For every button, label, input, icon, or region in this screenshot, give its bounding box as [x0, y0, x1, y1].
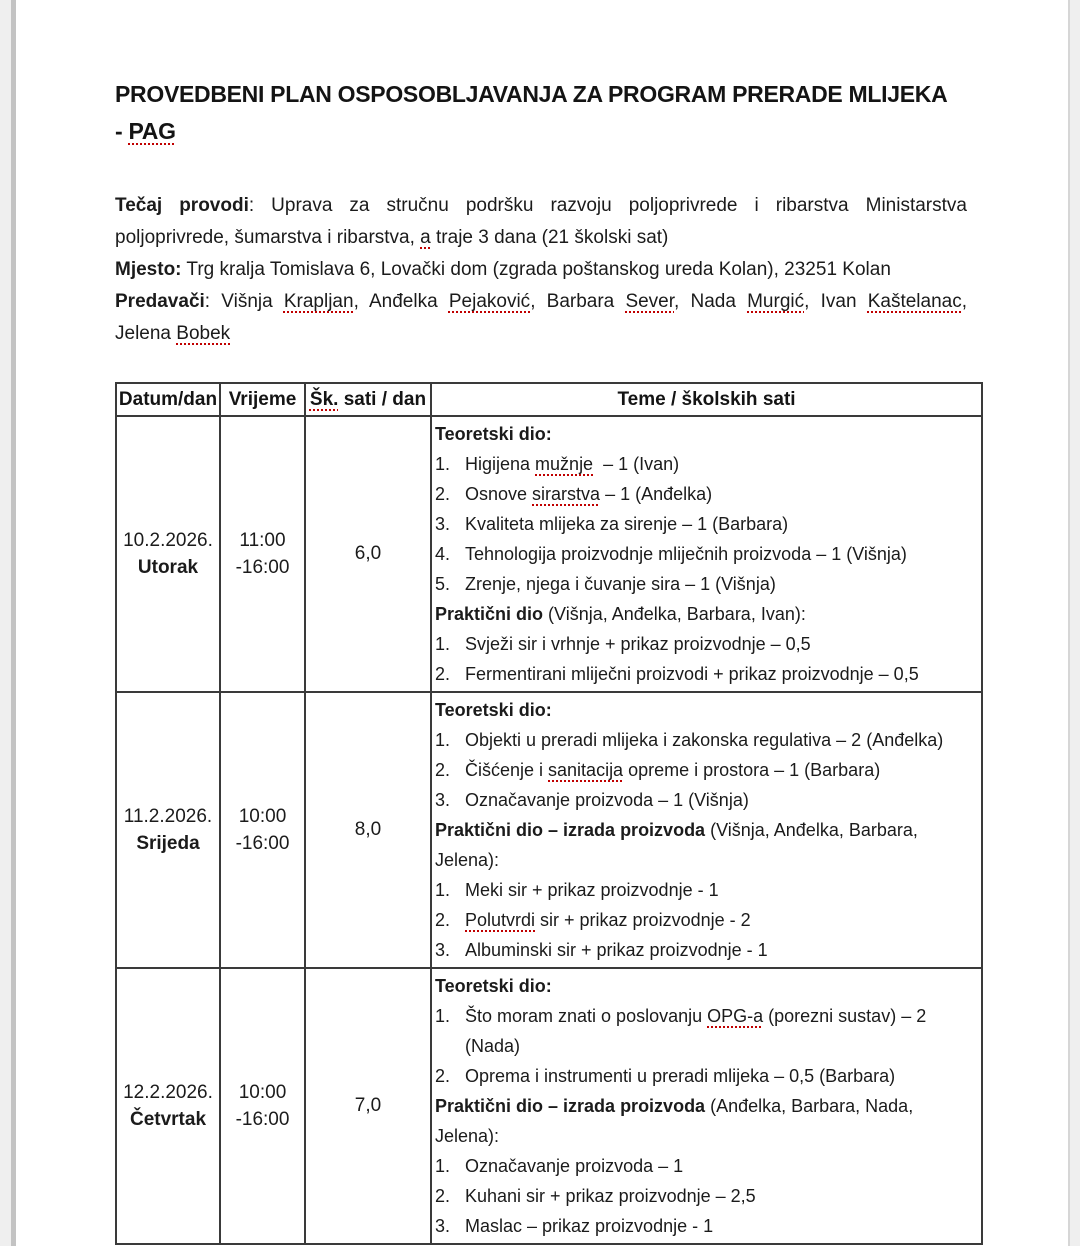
spellcheck-word: Murgić: [747, 291, 805, 312]
cell-time: [220, 416, 305, 692]
text-segment: , Anđelka: [353, 291, 449, 312]
text-segment: Objekti u preradi mlijeka i zakonska regulativa – 2 (Anđelka): [465, 730, 944, 750]
spellcheck-word: PAG: [128, 118, 176, 144]
text-segment: Što moram znati o poslovanju: [465, 1006, 708, 1026]
topic-item: [435, 1151, 978, 1181]
text-segment: , Jelena: [115, 291, 967, 344]
spellcheck-word: OPG-a: [707, 1006, 764, 1026]
topic-item: [435, 569, 978, 599]
text-segment: (Višnja, Anđelka, Barbara, Ivan):: [543, 604, 806, 624]
text-segment: opreme i prostora – 1 (Barbara): [623, 760, 881, 780]
item-number: 1.: [435, 454, 451, 474]
item-number: 2.: [435, 760, 451, 780]
spellcheck-word: Krapljan: [283, 291, 354, 312]
table-row: [116, 968, 982, 1244]
topic-heading: [435, 815, 978, 875]
text-segment: Oprema i instrumenti u preradi mlijeka – 0,5 (Barbara): [465, 1066, 896, 1086]
date-value: 10.2.2026.: [123, 530, 213, 551]
text-segment: Označavanje proizvoda – 1 (Višnja): [465, 790, 749, 810]
topic-heading: [435, 971, 978, 1001]
column-header-time: [220, 383, 305, 416]
text-segment: , Ivan: [804, 291, 868, 312]
item-number: 1.: [435, 880, 451, 900]
table-row: [116, 692, 982, 968]
item-number: 3.: [435, 1216, 451, 1236]
text-segment: Meki sir + prikaz proizvodnje - 1: [465, 880, 719, 900]
topic-item: [435, 875, 978, 905]
text-segment: Praktični dio – izrada proizvoda: [435, 1096, 706, 1116]
spellcheck-word: a: [420, 227, 431, 248]
topic-item: [435, 905, 978, 935]
topic-heading: [435, 599, 978, 629]
document-page: [16, 0, 1068, 1246]
spellcheck-word: Polutvrdi: [465, 910, 536, 930]
time-value: -16:00: [235, 557, 290, 578]
cell-date: [116, 692, 220, 968]
schedule-table-body: [116, 416, 982, 1244]
table-header-row: [116, 383, 982, 416]
date-value: 12.2.2026.: [123, 1082, 213, 1103]
cell-school-hours: 6,0: [305, 416, 431, 692]
item-number: 2.: [435, 1186, 451, 1206]
topic-item: [435, 629, 978, 659]
item-number: 4.: [435, 544, 451, 564]
text-segment: Svježi sir i vrhnje + prikaz proizvodnje – 0,5: [465, 634, 811, 654]
time-value: -16:00: [235, 1109, 290, 1130]
topic-item: [435, 1061, 978, 1091]
time-value: -16:00: [235, 833, 290, 854]
spellcheck-word: Šk.: [309, 389, 339, 410]
spellcheck-word: Bobek: [176, 323, 231, 344]
text-segment: Praktični dio – izrada proizvoda: [435, 820, 706, 840]
document-content: [115, 0, 967, 1245]
item-number: 1.: [435, 634, 451, 654]
item-number: 1.: [435, 1156, 451, 1176]
text-segment: Vrijeme: [228, 389, 297, 410]
topic-item: [435, 659, 978, 689]
topic-heading: [435, 695, 978, 725]
topic-item: [435, 1211, 978, 1241]
cell-time: [220, 968, 305, 1244]
text-segment: Higijena: [465, 454, 536, 474]
text-segment: Tečaj provodi: [115, 195, 249, 216]
schedule-table: [115, 382, 983, 1245]
spellcheck-word: Sever: [625, 291, 675, 312]
text-segment: Teoretski dio:: [435, 976, 552, 996]
text-segment: (porezni sustav) – 2 (Nada): [465, 1006, 927, 1056]
text-segment: Trg kralja Tomislava 6, Lovački dom (zgrada poštanskog ureda Kolan), 23251 Kolan: [181, 259, 891, 280]
item-number: 1.: [435, 730, 451, 750]
spellcheck-word: Pejaković: [448, 291, 531, 312]
spellcheck-word: sanitacija: [548, 760, 624, 780]
intro-section: [115, 190, 967, 350]
time-value: 11:00: [239, 530, 286, 551]
cell-date: [116, 416, 220, 692]
topic-item: [435, 539, 978, 569]
spellcheck-word: Kaštelanac: [867, 291, 962, 312]
cell-school-hours: 7,0: [305, 968, 431, 1244]
item-number: 2.: [435, 664, 451, 684]
day-name: Utorak: [137, 557, 199, 578]
text-segment: Predavači: [115, 291, 205, 312]
text-segment: Praktični dio: [435, 604, 544, 624]
item-number: 2.: [435, 1066, 451, 1086]
text-segment: traje 3 dana (21 školski sat): [430, 227, 669, 248]
text-segment: Kuhani sir + prikaz proizvodnje – 2,5: [465, 1186, 756, 1206]
date-value: 11.2.2026.: [123, 806, 213, 827]
day-name: Četvrtak: [129, 1109, 207, 1130]
item-number: 1.: [435, 1006, 451, 1026]
item-number: 3.: [435, 940, 451, 960]
text-segment: : Višnja: [204, 291, 284, 312]
topic-item: [435, 725, 978, 755]
text-segment: Albuminski sir + prikaz proizvodnje - 1: [465, 940, 768, 960]
cell-school-hours: 8,0: [305, 692, 431, 968]
text-segment: Kvaliteta mlijeka za sirenje – 1 (Barbara): [465, 514, 789, 534]
text-segment: Označavanje proizvoda – 1: [465, 1156, 684, 1176]
cell-topics: [431, 968, 982, 1244]
text-segment: , Nada: [674, 291, 748, 312]
item-number: 2.: [435, 910, 451, 930]
text-segment: – 1 (Ivan): [593, 454, 680, 474]
topic-item: [435, 785, 978, 815]
paragraph-course-provider: [115, 190, 967, 254]
day-name: Srijeda: [136, 833, 200, 854]
text-segment: Teoretski dio:: [435, 424, 552, 444]
item-number: 5.: [435, 574, 451, 594]
topic-item: [435, 935, 978, 965]
text-segment: (Višnja, Anđelka, Barbara, Jelena):: [435, 820, 918, 870]
text-segment: Maslac – prikaz proizvodnje - 1: [465, 1216, 714, 1236]
item-number: 3.: [435, 514, 451, 534]
topic-item: [435, 1181, 978, 1211]
column-header-date: [116, 383, 220, 416]
column-header-hours: [305, 383, 431, 416]
text-segment: sati / dan: [338, 389, 427, 410]
cell-date: [116, 968, 220, 1244]
topic-item: [435, 479, 978, 509]
table-row: [116, 416, 982, 692]
text-segment: Mjesto:: [115, 259, 182, 280]
time-value: 10:00: [238, 806, 287, 827]
text-segment: – 1 (Anđelka): [600, 484, 713, 504]
spellcheck-word: mužnje: [535, 454, 594, 474]
topic-item: [435, 449, 978, 479]
text-segment: , Barbara: [530, 291, 626, 312]
cell-time: [220, 692, 305, 968]
text-segment: Teme / školskih sati: [617, 389, 796, 410]
cell-topics: [431, 692, 982, 968]
paragraph-location: [115, 254, 967, 286]
text-segment: Zrenje, njega i čuvanje sira – 1 (Višnja): [465, 574, 776, 594]
item-number: 3.: [435, 790, 451, 810]
text-segment: Datum/dan: [118, 389, 218, 410]
text-segment: -: [115, 118, 129, 144]
column-header-topics: [431, 383, 982, 416]
item-number: 2.: [435, 484, 451, 504]
time-value: 10:00: [238, 1082, 287, 1103]
text-segment: Tehnologija proizvodnje mliječnih proizvoda – 1 (Višnja): [465, 544, 907, 564]
text-segment: PROVEDBENI PLAN OSPOSOBLJAVANJA ZA PROGRAM PRERADE MLIJEKA: [115, 81, 948, 107]
page-title: [115, 76, 967, 150]
topic-item: [435, 1001, 978, 1061]
spellcheck-word: sirarstva: [532, 484, 601, 504]
text-segment: Teoretski dio:: [435, 700, 552, 720]
topic-item: [435, 509, 978, 539]
text-segment: (Anđelka, Barbara, Nada, Jelena):: [435, 1096, 914, 1146]
text-segment: Fermentirani mliječni proizvodi + prikaz proizvodnje – 0,5: [465, 664, 919, 684]
paragraph-lecturers: [115, 286, 967, 350]
topic-item: [435, 755, 978, 785]
topic-heading: [435, 419, 978, 449]
text-segment: : Uprava za stručnu podršku razvoju poljoprivrede i ribarstva Ministarstva poljoprivrede, šumarstva i ribarstva,: [115, 195, 967, 248]
text-segment: sir + prikaz proizvodnje - 2: [535, 910, 751, 930]
text-segment: Čišćenje i: [465, 760, 549, 780]
cell-topics: [431, 416, 982, 692]
text-segment: Osnove: [465, 484, 533, 504]
topic-heading: [435, 1091, 978, 1151]
